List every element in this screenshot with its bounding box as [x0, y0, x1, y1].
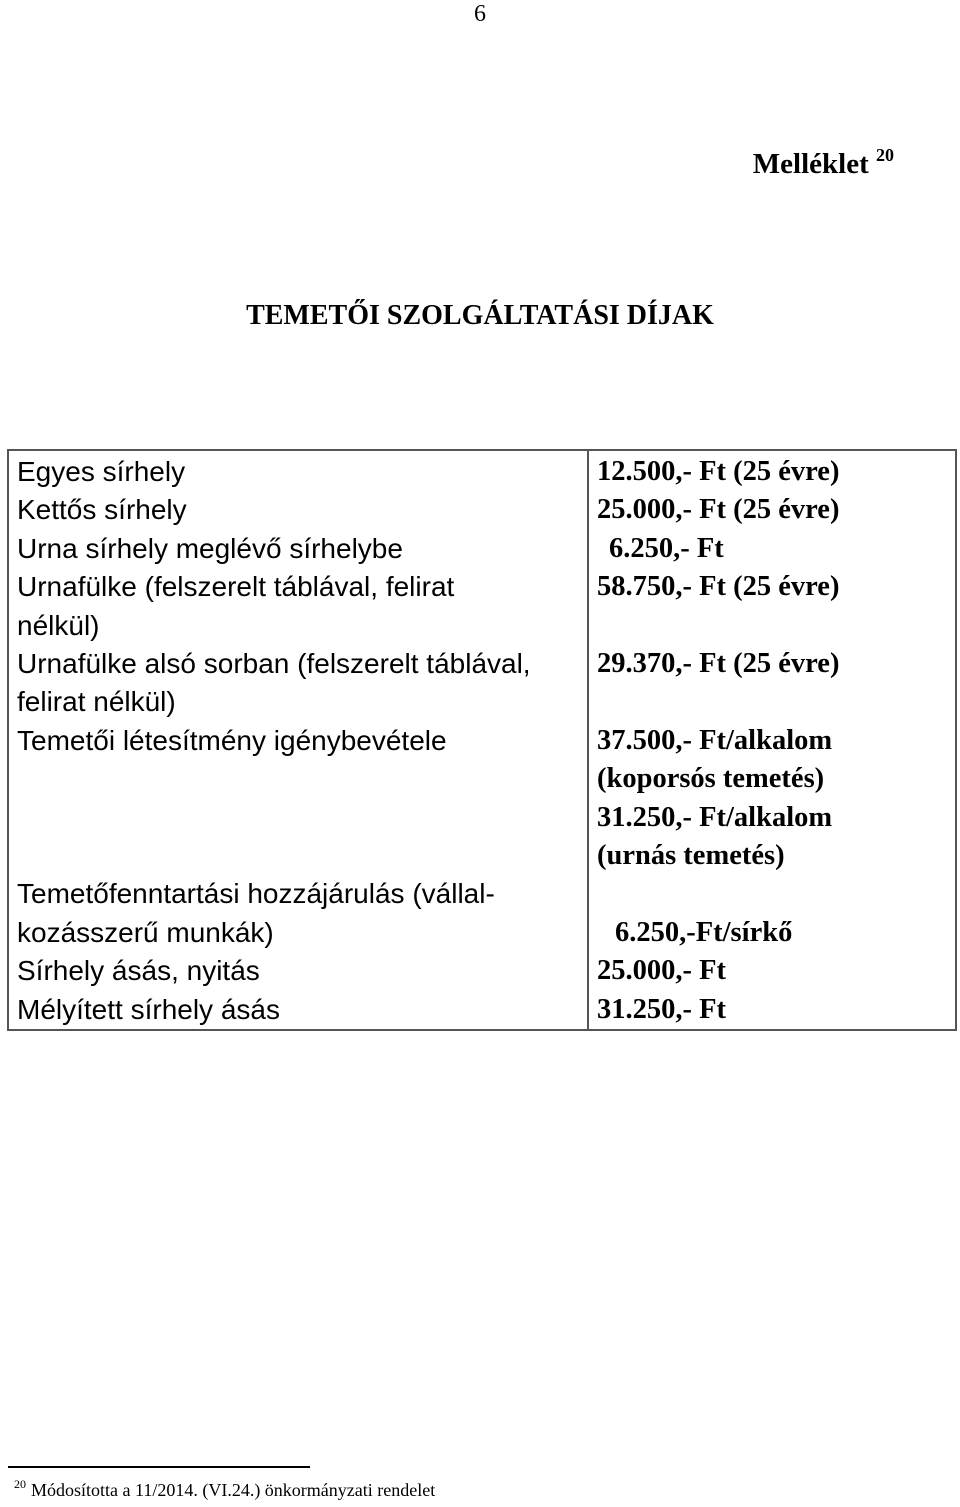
- footnote: [14, 1478, 435, 1502]
- service-line: Mélyített sírhely ásás: [17, 993, 280, 1025]
- service-line: [17, 799, 587, 837]
- fee-line: 29.370,- Ft (25 évre): [597, 648, 840, 680]
- fee-line: (urnás temetés): [597, 840, 785, 872]
- fee-line: [597, 683, 955, 721]
- service-column: [8, 450, 588, 1030]
- service-line: felirat nélkül): [17, 686, 176, 718]
- fee-line: 31.250,- Ft: [597, 993, 727, 1025]
- service-line: Temetői létesítmény igénybevétele: [17, 724, 447, 756]
- footnote-number: 20: [14, 1477, 26, 1491]
- fee-table-row: [8, 450, 956, 1030]
- fee-line: 58.750,- Ft (25 évre): [597, 571, 840, 603]
- service-line: Sírhely ásás, nyitás: [17, 955, 260, 987]
- fee-line: 37.500,- Ft/alkalom: [597, 724, 833, 756]
- service-line: Urnafülke alsó sorban (felszerelt táblával,: [17, 648, 531, 680]
- fee-line: 6.250,- Ft: [609, 532, 724, 564]
- fee-line: [597, 875, 955, 913]
- annex-heading: [753, 144, 894, 184]
- fee-line: [597, 607, 955, 645]
- fee-table: [7, 449, 957, 1031]
- fee-line: 25.000,- Ft (25 évre): [597, 494, 840, 526]
- fee-line: 12.500,- Ft (25 évre): [597, 456, 840, 487]
- service-line: [17, 837, 587, 875]
- service-line: Urna sírhely meglévő sírhelybe: [17, 532, 403, 564]
- document-title: TEMETŐI SZOLGÁLTATÁSI DÍJAK: [246, 300, 714, 331]
- service-line: Temetőfenntartási hozzájárulás (vállal-: [17, 878, 495, 910]
- service-line: Kettős sírhely: [17, 494, 187, 526]
- service-line: Urnafülke (felszerelt táblával, felirat: [17, 571, 455, 603]
- page-number: 6: [474, 1, 486, 27]
- fee-line: (koporsós temetés): [597, 763, 825, 795]
- fee-line: 25.000,- Ft: [597, 955, 727, 987]
- fee-line: 6.250,-Ft/sírkő: [615, 916, 793, 948]
- footnote-separator: [8, 1466, 310, 1468]
- service-line: [17, 760, 587, 798]
- fee-column: [588, 450, 956, 1030]
- service-line: nélkül): [17, 609, 100, 641]
- service-line: Egyes sírhely: [17, 456, 186, 487]
- service-line: kozásszerű munkák): [17, 916, 274, 948]
- annex-label: Melléklet: [752, 148, 869, 180]
- fee-line: 31.250,- Ft/alkalom: [597, 801, 833, 833]
- annex-footnote-ref: 20: [876, 145, 894, 165]
- footnote-text: Módosította a 11/2014. (VI.24.) önkormányzati rendelet: [31, 1480, 436, 1500]
